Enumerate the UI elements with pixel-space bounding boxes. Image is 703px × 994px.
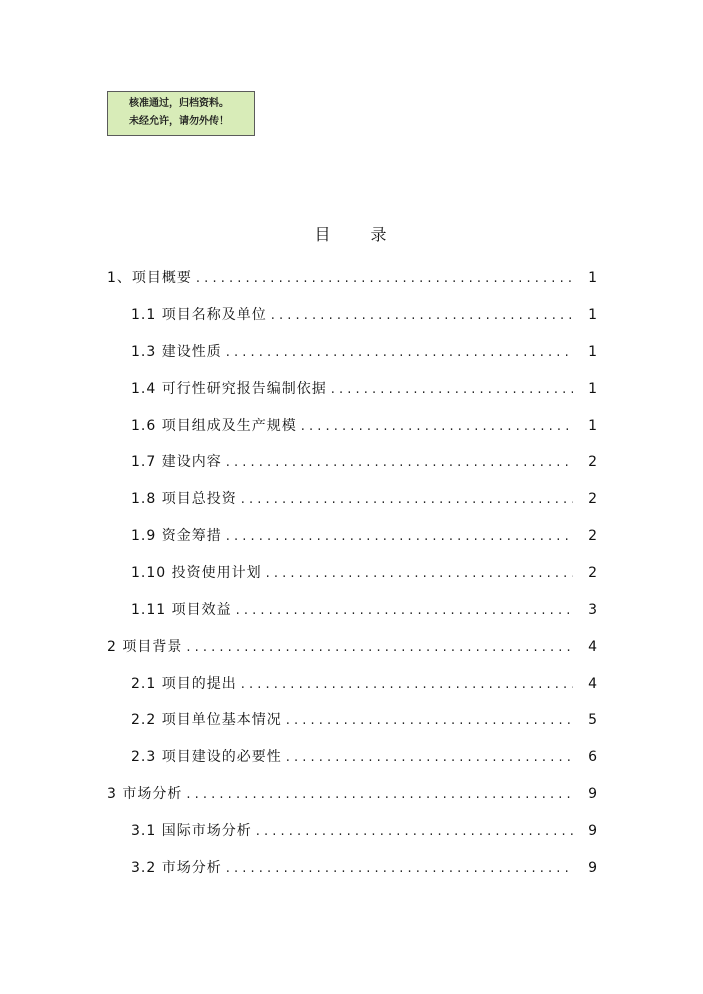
toc-leader-dots [241, 490, 573, 510]
toc-leader-dots [256, 822, 573, 842]
toc-leader-dots [226, 527, 573, 547]
toc-entry[interactable] [131, 747, 597, 767]
toc-entry[interactable] [131, 452, 597, 472]
toc-entry[interactable] [107, 784, 597, 804]
toc-entry[interactable] [131, 342, 597, 362]
toc-leader-dots [286, 711, 573, 731]
toc-entry[interactable] [131, 563, 597, 583]
toc-entry-label: 3 市场分析 [107, 786, 183, 802]
toc-leader-dots [196, 269, 573, 289]
toc-entry-page: 2 [588, 454, 597, 470]
toc-entry[interactable] [131, 526, 597, 546]
toc-entry[interactable] [131, 416, 597, 436]
toc-leader-dots [226, 859, 573, 879]
toc-entry-label: 1.1 项目名称及单位 [131, 307, 267, 323]
toc-leader-dots [266, 564, 573, 584]
toc-leader-dots [331, 380, 573, 400]
toc-entry-page: 1 [588, 344, 597, 360]
toc-entry[interactable] [131, 858, 597, 878]
toc-leader-dots [286, 748, 573, 768]
toc-entry[interactable] [131, 305, 597, 325]
toc-entry-label: 2.2 项目单位基本情况 [131, 712, 282, 728]
toc-leader-dots [271, 306, 573, 326]
toc-entry[interactable] [131, 710, 597, 730]
toc-entry[interactable] [131, 489, 597, 509]
toc-entry-label: 1.11 项目效益 [131, 602, 232, 618]
toc-entry-page: 6 [588, 749, 597, 765]
toc-entry[interactable] [131, 821, 597, 841]
toc-title-char-2: 录 [370, 225, 389, 244]
toc-entry-page: 5 [588, 712, 597, 728]
toc-entry-label: 1.10 投资使用计划 [131, 565, 262, 581]
toc-title-char-1: 目 [314, 225, 333, 244]
toc-entry-page: 4 [588, 639, 597, 655]
toc-entry-page: 2 [588, 528, 597, 544]
toc-entry[interactable] [131, 674, 597, 694]
toc-entry-label: 3.2 市场分析 [131, 860, 222, 876]
toc-entry-label: 2 项目背景 [107, 639, 183, 655]
toc-entry[interactable] [131, 600, 597, 620]
toc-leader-dots [301, 417, 573, 437]
toc-entry-page: 2 [588, 565, 597, 581]
toc-entry-label: 2.3 项目建设的必要性 [131, 749, 282, 765]
toc-entry-label: 1.3 建设性质 [131, 344, 222, 360]
toc-entry[interactable] [107, 268, 597, 288]
toc-entry-page: 9 [588, 823, 597, 839]
toc-leader-dots [226, 453, 573, 473]
toc-leader-dots [236, 601, 573, 621]
toc-entry-page: 1 [588, 418, 597, 434]
toc-entry-label: 2.1 项目的提出 [131, 676, 237, 692]
toc-entry-label: 1.6 项目组成及生产规模 [131, 418, 297, 434]
toc-entry-page: 1 [588, 381, 597, 397]
toc-entry-page: 2 [588, 491, 597, 507]
toc-entry-page: 1 [588, 270, 597, 286]
toc-entry-page: 1 [588, 307, 597, 323]
toc-entry[interactable] [131, 379, 597, 399]
stamp-line-2: 未经允许，请勿外传！ [129, 116, 229, 127]
toc-leader-dots [186, 785, 573, 805]
toc-entry-label: 1.8 项目总投资 [131, 491, 237, 507]
toc-entry-label: 3.1 国际市场分析 [131, 823, 252, 839]
toc-entry-page: 9 [588, 786, 597, 802]
toc-leader-dots [226, 343, 573, 363]
stamp-line-1: 核准通过，归档资料。 [129, 98, 229, 109]
toc-entry-label: 1、项目概要 [107, 270, 192, 286]
toc-entry-page: 3 [588, 602, 597, 618]
toc-entry[interactable] [107, 637, 597, 657]
toc-entry-label: 1.4 可行性研究报告编制依据 [131, 381, 327, 397]
toc-leader-dots [186, 638, 573, 658]
toc-leader-dots [241, 675, 573, 695]
toc-entry-label: 1.9 资金筹措 [131, 528, 222, 544]
toc-entry-page: 9 [588, 860, 597, 876]
toc-entry-page: 4 [588, 676, 597, 692]
toc-entry-label: 1.7 建设内容 [131, 454, 222, 470]
